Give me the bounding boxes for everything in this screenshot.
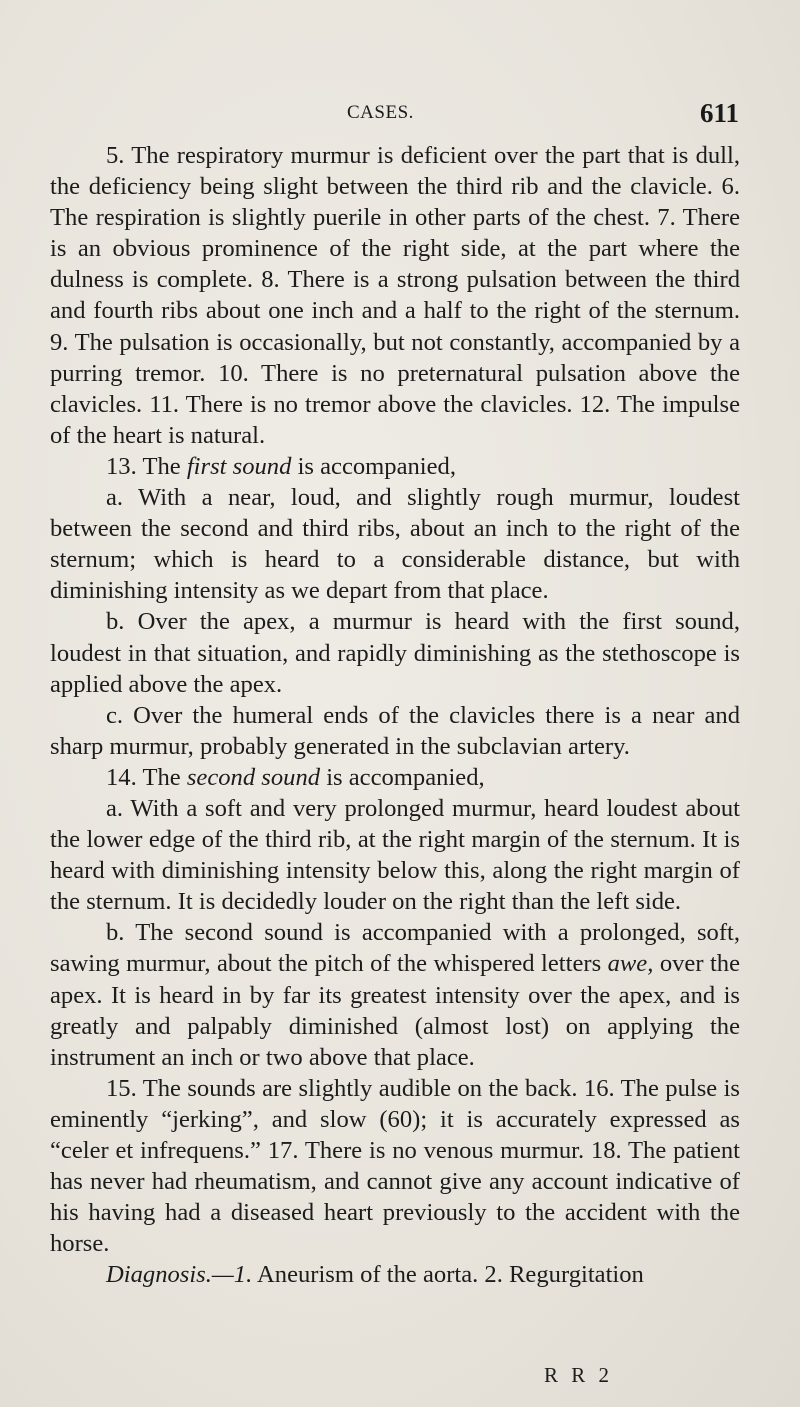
paragraph-first-sound-a: a. With a near, loud, and slightly rough murmur, loudest between the second and third ribs, about an inch to the right of the sternum; which is heard to a considerable distance, but with diminishing intensity as we depart from that place. <box>50 484 740 605</box>
whisper-letters: awe, <box>607 950 654 978</box>
signature-mark: R R 2 <box>544 1363 614 1387</box>
diagnosis-label: Diagnosis.—1. <box>106 1261 253 1289</box>
second-sound-b-end: over the apex. It is heard in by far its greatest intensity over the apex, and is greatly and palpably diminished (almost lost) on applying the instrument an inch or two above that place. <box>50 950 740 1071</box>
page-header <box>0 98 800 134</box>
paragraph-second-sound-a: a. With a soft and very prolonged murmur, heard loudest about the lower edge of the third rib, at the right margin of the sternum. It is heard with diminishing intensity below this, along the right margin of the sternum. It is decidedly louder on the right than the left side. <box>50 794 740 916</box>
heading-13-italic: first sound <box>186 452 292 480</box>
paragraph-second-sound-heading <box>50 762 740 793</box>
paragraph-first-sound-heading <box>50 451 740 482</box>
page-number: 611 <box>700 98 740 128</box>
paragraph-second-sound-b <box>50 917 740 1072</box>
heading-14-number: 14. The <box>106 763 181 791</box>
paragraph-findings-5-12: 5. The respiratory murmur is deficient over the part that is dull, the deficiency being slight between the third rib and the clavicle. 6. The respiration is slightly puerile in other parts of the chest. 7. There is an obvious prominence of the right side, at the part where the dulness is complete. 8. There is a strong pulsation between the third and fourth ribs about one inch and a half to the right of the sternum. 9. The pulsation is occasionally, but not constantly, accompanied by a purring tremor. 10. There is no preternatural pulsation above the clavicles. 11. There is no tremor above the clavicles. 12. The impulse of the heart is natural. <box>50 142 740 449</box>
heading-13-number: 13. The <box>106 452 181 480</box>
paragraph-first-sound-c: c. Over the humeral ends of the clavicles there is a near and sharp murmur, probably generated in the subclavian artery. <box>50 701 740 760</box>
diagnosis-text: Aneurism of the aorta. 2. Regurgitation <box>257 1261 644 1289</box>
paragraph-first-sound-b: b. Over the apex, a murmur is heard with the first sound, loudest in that situation, and rapidly diminishing as the stethoscope is applied above the apex. <box>50 608 740 698</box>
heading-13-rest: is accompanied, <box>297 452 456 480</box>
running-head: CASES. <box>347 102 414 123</box>
paragraph-findings-15-18: 15. The sounds are slightly audible on the back. 16. The pulse is eminently “jerking”, and slow (60); it is accurately expressed as “celer et infrequens.” 17. There is no venous murmur. 18. The patient has never had rheumatism, and cannot give any account indicative of his having had a diseased heart previously to the accident with the horse. <box>50 1074 740 1258</box>
heading-14-rest: is accompanied, <box>326 763 485 791</box>
second-sound-b-start: b. The second sound is accompanied with a prolonged, soft, sawing murmur, about the pitch of the whispered letters <box>50 919 740 978</box>
body-text <box>50 140 740 1290</box>
paragraph-diagnosis <box>50 1259 740 1290</box>
heading-14-italic: second sound <box>186 763 321 791</box>
